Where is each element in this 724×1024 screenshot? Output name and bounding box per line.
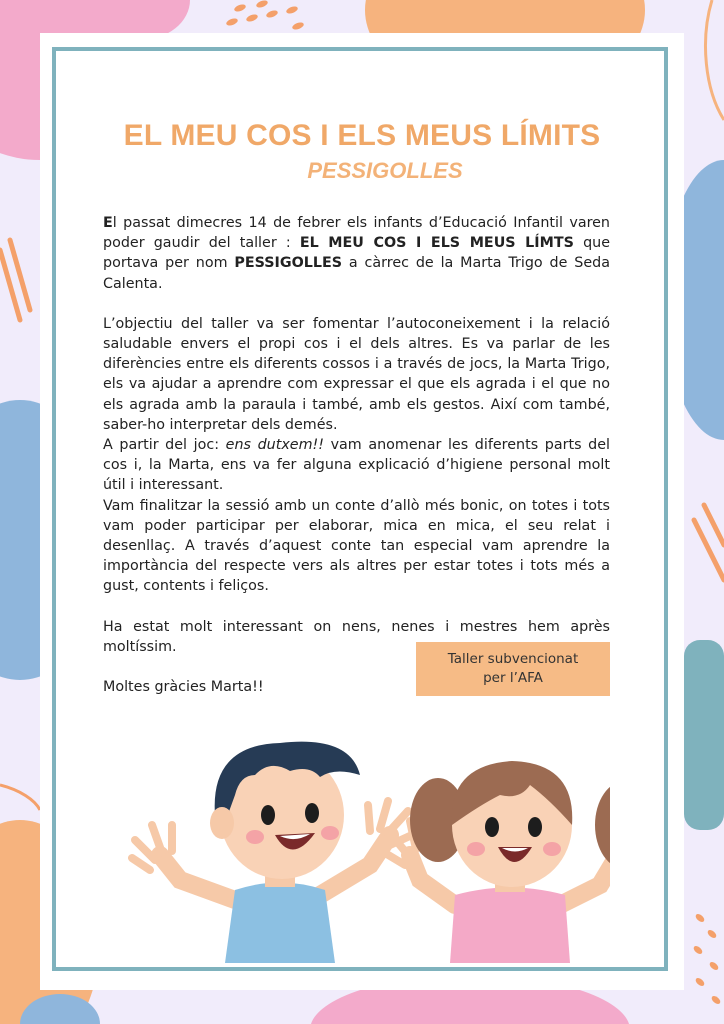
workshop-title: EL MEU COS I ELS MEUS LÍMTS [299,235,574,252]
intro-text-a: l passat dimecres 14 de febrer els infants d’Educació Infantil varen poder gaudir del taller : [103,215,610,252]
kids-illustration [120,705,610,963]
game-text-b: vam anomenar les diferents parts del cos i, la Marta, ens va fer alguna explicació d’higiene personal molt útil i interessant. [103,437,610,494]
subsidy-badge [416,642,610,696]
page-subtitle: PESSIGOLLES [307,158,463,183]
paragraph-game [103,435,610,496]
page-title: EL MEU COS I ELS MEUS LÍMITS [123,119,601,152]
subsidy-line-1: Taller subvencionat [447,651,579,667]
paragraph-story: Vam finalitzar la sessió amb un conte d’allò més bonic, on totes i tots vam poder participar per elaborar, mica en mica, el seu relat i desenllaç. A través d’aquest conte tan especial vam aprendre la importància del respecte vers als altres per estar totes i tots més a gust, contents i feliços. [103,497,610,595]
drop-cap: E [103,215,113,231]
document-sheet [40,33,684,990]
intro-text-b: que portava per nom [103,235,610,272]
workshop-name: PESSIGOLLES [234,255,343,272]
paragraph-thanks: Moltes gràcies Marta!! [103,679,264,696]
paragraph-conclusion: Ha estat molt interessant on nens, nenes i mestres hem après moltíssim. [103,618,610,655]
paragraph-intro [103,213,610,294]
paragraph-objective: L’objectiu del taller va ser fomentar l’autoconeixement i la relació saludable envers el propi cos i el dels altres. Es va parlar de les diferències entre els diferents cossos i a través de jocs, la Marta Trigo, els va ajudar a aprendre com expressar el que els agrada i el que no els agrada amb la paraula i també, amb els gestos. Així com també, saber-ho interpretar dels demés. [103,315,610,433]
intro-text-c: a càrrec de la Marta Trigo de Seda Calenta. [103,255,610,292]
game-text-a: A partir del joc: [103,437,226,454]
subsidy-line-2: per l’AFA [483,670,543,686]
article-body [103,213,610,697]
boy-cartoon-icon [132,742,412,963]
girl-cartoon-icon [385,761,610,963]
game-name: ens dutxem!! [225,437,324,454]
